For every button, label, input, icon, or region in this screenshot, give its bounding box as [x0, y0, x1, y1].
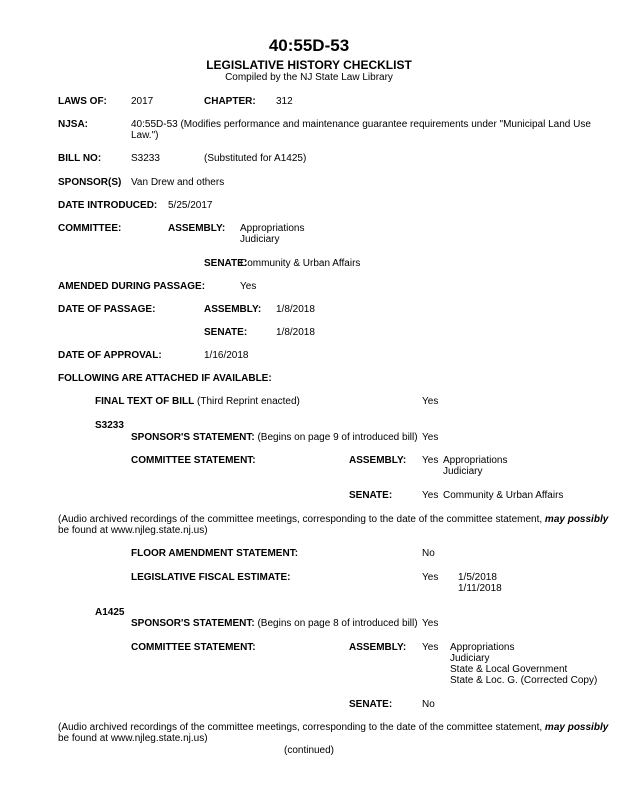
- s3233-senate-label: SENATE:: [349, 490, 393, 501]
- floor-amendment-label: FLOOR AMENDMENT STATEMENT:: [131, 548, 299, 559]
- a1425-assembly-yes: Yes: [422, 642, 439, 653]
- s3233-assembly-value: Judiciary: [443, 466, 483, 477]
- audio-note-emphasis: may possibly: [544, 514, 609, 525]
- bill-no-note: (Substituted for A1425): [204, 153, 307, 164]
- passage-assembly-value: 1/8/2018: [276, 304, 315, 315]
- passage-assembly-label: ASSEMBLY:: [204, 304, 262, 315]
- amended-label: AMENDED DURING PASSAGE:: [58, 281, 206, 292]
- committee-label: COMMITTEE:: [58, 223, 122, 234]
- audio-note-1-line2: be found at www.njleg.state.nj.us): [58, 525, 208, 536]
- passage-senate-value: 1/8/2018: [276, 327, 315, 338]
- s3233-sponsor-note: (Begins on page 9 of introduced bill): [257, 432, 418, 443]
- a1425-assembly-label: ASSEMBLY:: [349, 642, 407, 653]
- committee-senate-value: Community & Urban Affairs: [240, 258, 361, 269]
- date-introduced-value: 5/25/2017: [168, 200, 213, 211]
- bill-s3233-heading: S3233: [95, 420, 124, 431]
- njsa-label: NJSA:: [58, 119, 89, 130]
- bill-no-label: BILL NO:: [58, 153, 102, 164]
- s3233-senate-value: Community & Urban Affairs: [443, 490, 564, 501]
- final-text-row: [95, 396, 300, 408]
- committee-senate-label: SENATE:: [204, 258, 248, 269]
- passage-senate-label: SENATE:: [204, 327, 248, 338]
- continued-note: (continued): [283, 745, 335, 756]
- s3233-sponsor-row: [131, 432, 418, 444]
- fiscal-estimate-label: LEGISLATIVE FISCAL ESTIMATE:: [131, 572, 291, 583]
- njsa-line2: Law."): [131, 130, 159, 141]
- document-title: 40:55D-53: [268, 36, 350, 55]
- passage-label: DATE OF PASSAGE:: [58, 304, 156, 315]
- floor-amendment-value: No: [422, 548, 435, 559]
- a1425-assembly-value: Appropriations: [450, 642, 515, 653]
- document-subtitle: LEGISLATIVE HISTORY CHECKLIST: [206, 58, 412, 72]
- a1425-senate-label: SENATE:: [349, 699, 393, 710]
- a1425-sponsor-value: Yes: [422, 618, 439, 629]
- amended-value: Yes: [240, 281, 257, 292]
- audio-note-text: (Audio archived recordings of the committee meetings, corresponding to the date of the committee statement,: [58, 722, 543, 733]
- s3233-assembly-yes: Yes: [422, 455, 439, 466]
- committee-assembly-value: Appropriations: [240, 223, 305, 234]
- fiscal-estimate-value: Yes: [422, 572, 439, 583]
- committee-assembly-value: Judiciary: [240, 234, 280, 245]
- a1425-assembly-value: State & Local Government: [450, 664, 568, 675]
- date-introduced-label: DATE INTRODUCED:: [58, 200, 158, 211]
- s3233-sponsor-label: SPONSOR'S STATEMENT:: [131, 432, 255, 443]
- s3233-committee-label: COMMITTEE STATEMENT:: [131, 455, 256, 466]
- approval-value: 1/16/2018: [204, 350, 249, 361]
- sponsors-value: Van Drew and others: [131, 177, 225, 188]
- bill-a1425-heading: A1425: [95, 607, 125, 618]
- laws-of-value: 2017: [131, 96, 154, 107]
- attached-heading: FOLLOWING ARE ATTACHED IF AVAILABLE:: [58, 373, 272, 384]
- compiled-by: Compiled by the NJ State Law Library: [225, 72, 393, 83]
- final-text-label: FINAL TEXT OF BILL: [95, 396, 195, 407]
- sponsors-label: SPONSOR(S): [58, 177, 122, 188]
- bill-no-value: S3233: [131, 153, 160, 164]
- a1425-sponsor-label: SPONSOR'S STATEMENT:: [131, 618, 255, 629]
- s3233-sponsor-value: Yes: [422, 432, 439, 443]
- s3233-assembly-label: ASSEMBLY:: [349, 455, 407, 466]
- final-text-note: (Third Reprint enacted): [197, 396, 300, 407]
- a1425-assembly-value: Judiciary: [450, 653, 490, 664]
- njsa-line1: 40:55D-53 (Modifies performance and maintenance guarantee requirements under "Municipal Land Use: [131, 119, 591, 130]
- a1425-committee-label: COMMITTEE STATEMENT:: [131, 642, 256, 653]
- laws-of-label: LAWS OF:: [58, 96, 107, 107]
- approval-label: DATE OF APPROVAL:: [58, 350, 162, 361]
- final-text-value: Yes: [422, 396, 439, 407]
- chapter-value: 312: [276, 96, 293, 107]
- a1425-senate-value: No: [422, 699, 435, 710]
- chapter-label: CHAPTER:: [204, 96, 256, 107]
- audio-note-emphasis: may possibly: [544, 722, 609, 733]
- audio-note-2-line2: be found at www.njleg.state.nj.us): [58, 733, 208, 744]
- s3233-assembly-value: Appropriations: [443, 455, 508, 466]
- a1425-sponsor-note: (Begins on page 8 of introduced bill): [257, 618, 418, 629]
- committee-assembly-label: ASSEMBLY:: [168, 223, 226, 234]
- audio-note-text: (Audio archived recordings of the committee meetings, corresponding to the date of the committee statement,: [58, 514, 543, 525]
- a1425-sponsor-row: [131, 618, 418, 630]
- fiscal-estimate-date: 1/5/2018: [458, 572, 497, 583]
- fiscal-estimate-date: 1/11/2018: [458, 583, 502, 594]
- a1425-assembly-value: State & Loc. G. (Corrected Copy): [450, 675, 598, 686]
- s3233-senate-yes: Yes: [422, 490, 439, 501]
